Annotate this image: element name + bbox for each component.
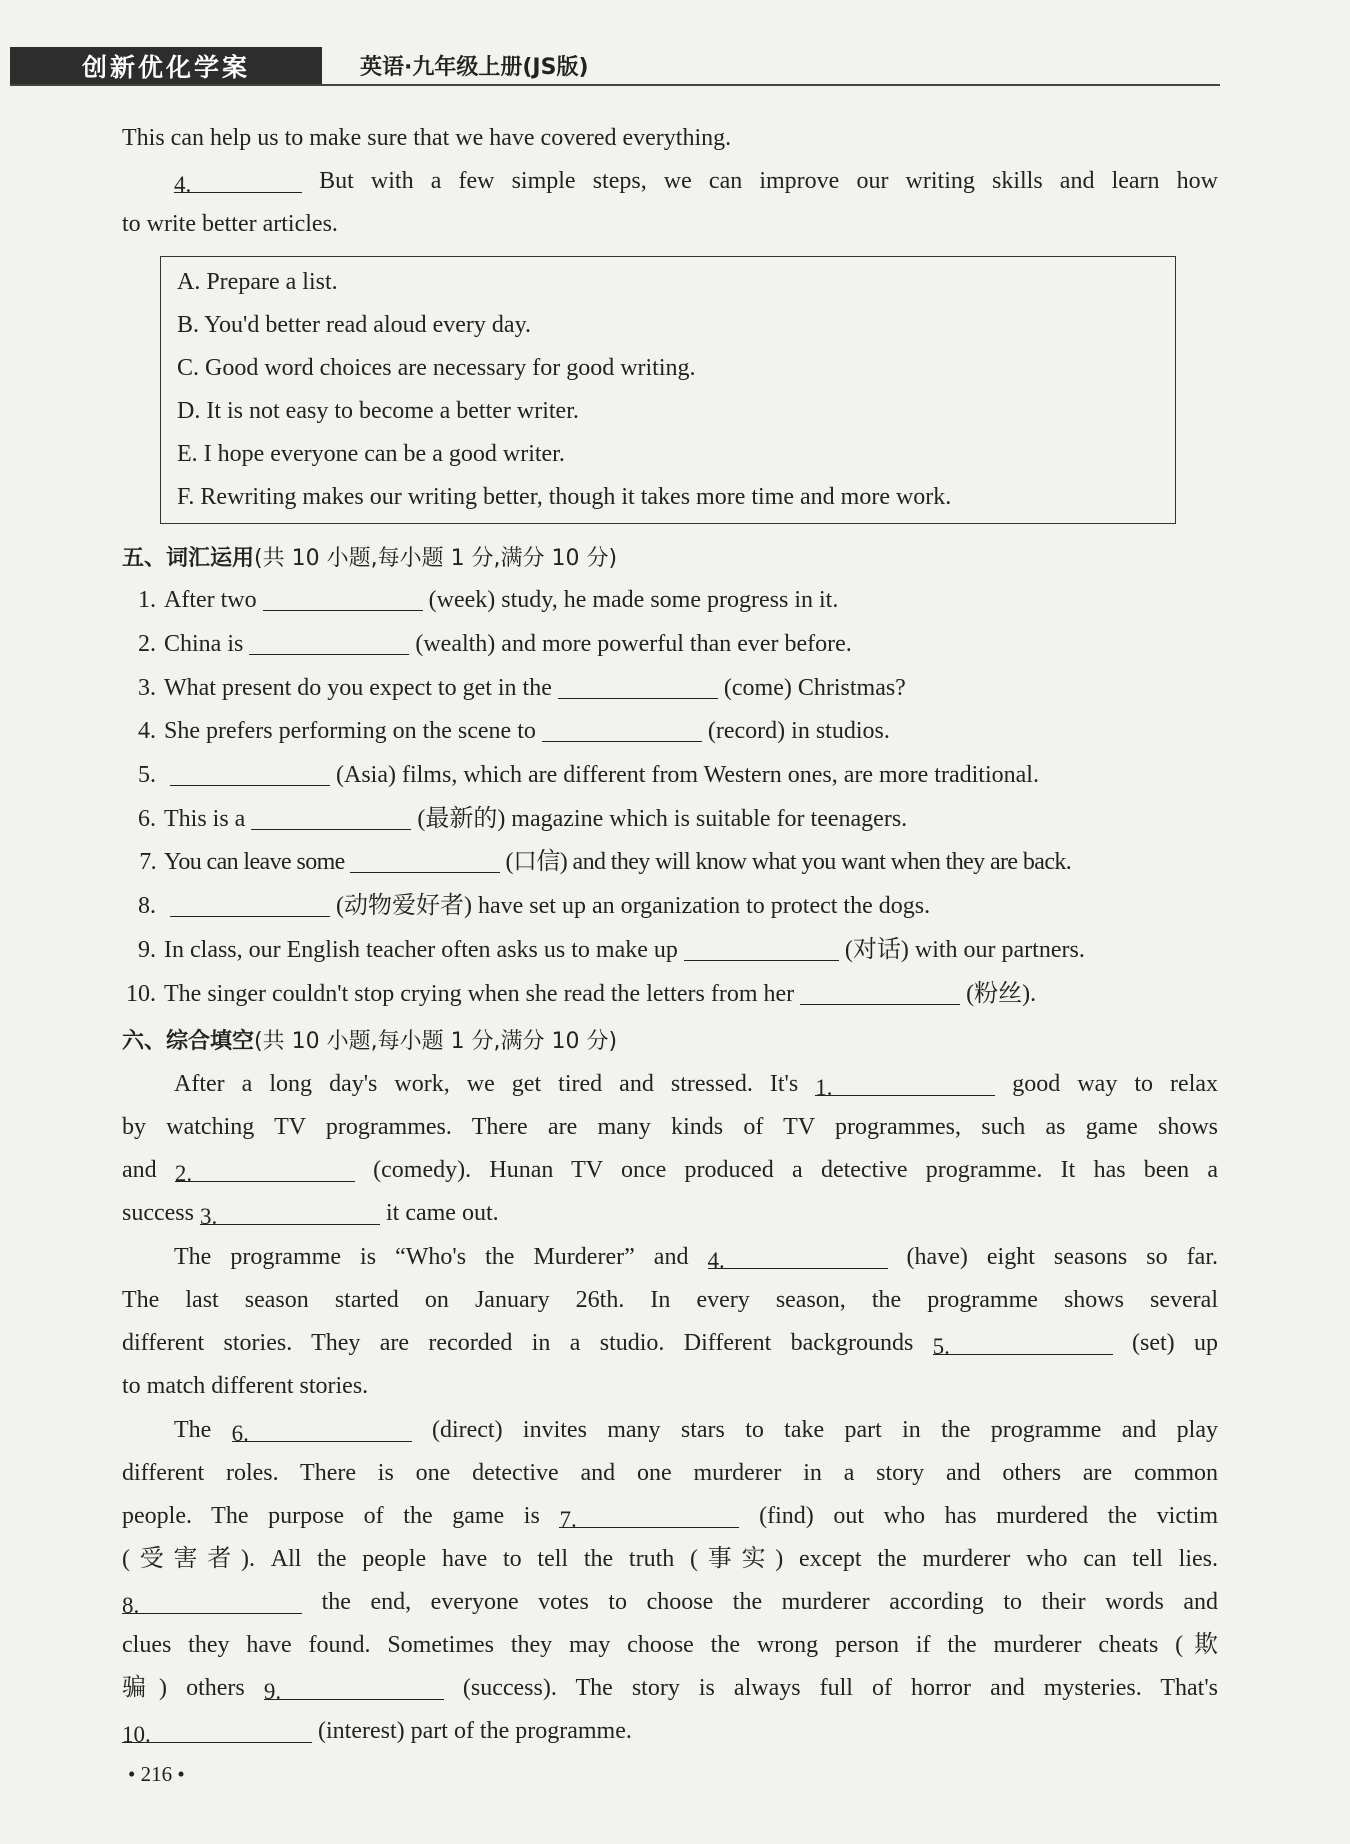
text-line: to write better articles.	[122, 211, 338, 237]
answer-blank[interactable]	[350, 848, 500, 873]
passage-line: 10. (interest) part of the programme.	[122, 1718, 632, 1747]
brand-banner: 创新优化学案	[10, 47, 322, 85]
answer-blank[interactable]	[251, 805, 411, 830]
page-number: • 216 •	[128, 1762, 185, 1786]
answer-blank[interactable]	[542, 717, 702, 742]
answer-blank[interactable]: 2.	[175, 1157, 355, 1182]
passage-line: people. The purpose of the game is 7. (find) out who has murdered the victim	[122, 1503, 1219, 1532]
passage-line: The last season started on January 26th. In every season, the programme shows several	[122, 1287, 1218, 1313]
answer-blank[interactable]: 4.	[708, 1244, 888, 1269]
options-box	[160, 256, 1176, 524]
vocab-item: 2. China is (wealth) and more powerful than ever before.	[138, 631, 852, 657]
book-title: 英语·九年级上册(JS版)	[360, 55, 589, 80]
passage-line: different stories. They are recorded in a studio. Different backgrounds 5. (set) up	[122, 1330, 1219, 1359]
vocab-item: 9. In class, our English teacher often asks us to make up (对话) with our partners.	[138, 937, 1085, 963]
header-rule	[10, 84, 1220, 86]
answer-blank[interactable]: 5.	[933, 1330, 1113, 1355]
passage-line: 骗) others 9. (success). The story is always full of horror and mysteries. That's	[122, 1675, 1219, 1704]
passage-line: to match different stories.	[122, 1373, 369, 1399]
passage-line: The 6. (direct) invites many stars to take part in the programme and play	[174, 1417, 1219, 1446]
option-a: A. Prepare a list.	[177, 269, 338, 295]
passage-line: 8. the end, everyone votes to choose the murderer according to their words and	[122, 1589, 1219, 1618]
passage-line: and 2. (comedy). Hunan TV once produced a detective programme. It has been a	[122, 1157, 1219, 1186]
section-6-heading: 六、综合填空(共 10 小题,每小题 1 分,满分 10 分)	[122, 1029, 618, 1054]
option-f: F. Rewriting makes our writing better, though it takes more time and more work.	[177, 484, 952, 510]
vocab-item: 10. The singer couldn't stop crying when she read the letters from her (粉丝).	[126, 981, 1037, 1007]
answer-blank[interactable]: 1.	[815, 1071, 995, 1096]
answer-blank[interactable]	[249, 630, 409, 655]
answer-blank[interactable]	[684, 936, 839, 961]
vocab-item: 7. You can leave some (口信) and they will know what you want when they are back.	[139, 849, 1072, 875]
vocab-item: 3. What present do you expect to get in the (come) Christmas?	[138, 675, 906, 701]
option-b: B. You'd better read aloud every day.	[177, 312, 532, 338]
vocab-item: 1. After two (week) study, he made some progress in it.	[138, 587, 839, 613]
option-c: C. Good word choices are necessary for good writing.	[177, 355, 696, 381]
passage-line: by watching TV programmes. There are many kinds of TV programmes, such as game shows	[122, 1114, 1218, 1140]
answer-blank[interactable]	[170, 761, 330, 786]
passage-line: success 3. it came out.	[122, 1200, 499, 1229]
text-line: 4. But with a few simple steps, we can improve our writing skills and learn how	[174, 168, 1218, 197]
passage-line: different roles. There is one detective and one murderer in a story and others are common	[122, 1460, 1218, 1486]
text-line: This can help us to make sure that we have covered everything.	[122, 125, 732, 151]
answer-blank[interactable]: 10.	[122, 1718, 312, 1743]
page-header	[0, 0, 1350, 92]
option-e: E. I hope everyone can be a good writer.	[177, 441, 565, 467]
answer-blank[interactable]	[558, 674, 718, 699]
vocab-item: 4. She prefers performing on the scene to (record) in studios.	[138, 718, 890, 744]
section-5-heading: 五、词汇运用(共 10 小题,每小题 1 分,满分 10 分)	[122, 546, 618, 571]
vocab-item: 8. (动物爱好者) have set up an organization to protect the dogs.	[138, 893, 931, 919]
answer-blank[interactable]	[170, 892, 330, 917]
passage-line: After a long day's work, we get tired and stressed. It's 1. good way to relax	[174, 1071, 1219, 1100]
passage-line: The programme is “Who's the Murderer” and 4. (have) eight seasons so far.	[174, 1244, 1218, 1273]
answer-blank[interactable]	[800, 980, 960, 1005]
answer-blank[interactable]: 8.	[122, 1589, 302, 1614]
answer-blank[interactable]: 3.	[200, 1200, 380, 1225]
vocab-item: 5. (Asia) films, which are different from Western ones, are more traditional.	[138, 762, 1039, 788]
passage-line: (受害者). All the people have to tell the truth (事实) except the murderer who can tell lies.	[122, 1546, 1218, 1572]
answer-blank[interactable]: 4.	[174, 168, 302, 193]
answer-blank[interactable]: 9.	[264, 1675, 444, 1700]
answer-blank[interactable]	[263, 586, 423, 611]
option-d: D. It is not easy to become a better writer.	[177, 398, 579, 424]
passage-line: clues they have found. Sometimes they may choose the wrong person if the murderer cheats (欺	[122, 1632, 1218, 1658]
answer-blank[interactable]: 6.	[232, 1417, 412, 1442]
vocab-item: 6. This is a (最新的) magazine which is suitable for teenagers.	[138, 806, 908, 832]
answer-blank[interactable]: 7.	[559, 1503, 739, 1528]
